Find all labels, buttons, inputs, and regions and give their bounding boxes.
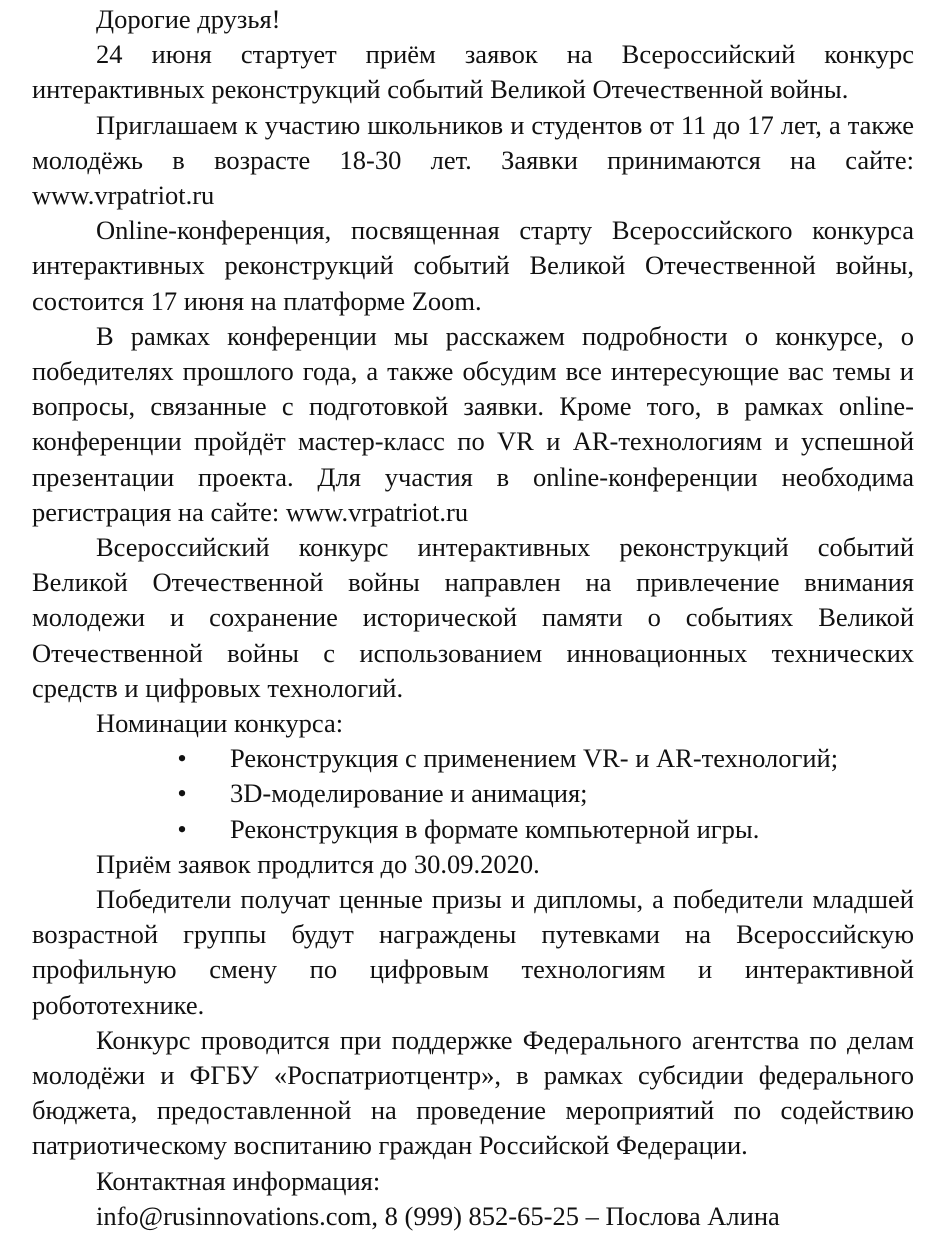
contact-info: info@rusinnovations.com, 8 (999) 852-65-25 – Послова Алина: [96, 1200, 780, 1231]
document-page: [32, 0, 914, 1231]
bullet-icon: •: [177, 743, 187, 774]
paragraph-online-conference: Online-конференция, посвященная старту Всероссийского конкурса интерактивных реконструкций событий Великой Отечественной войны, состоится 17 июня на платформе Zoom.: [32, 215, 914, 316]
bullet-icon: •: [177, 813, 187, 844]
greeting: Дорогие друзья!: [96, 4, 281, 34]
contact-heading: Контактная информация:: [96, 1165, 381, 1196]
list-item: [32, 812, 914, 847]
paragraph-contest-purpose: Всероссийский конкурс интерактивных реконструкций событий Великой Отечественной войны направлен на привлечение внимания молодежи и сохранение исторической памяти о событиях Великой Отечественной войны с использованием инновационных технических средств и цифровых технологий.: [32, 532, 914, 703]
nomination-text: 3D-моделирование и анимация;: [230, 778, 588, 809]
nominations-heading: Номинации конкурса:: [96, 708, 344, 739]
list-item: [32, 741, 914, 776]
paragraph-conference-details: В рамках конференции мы расскажем подробности о конкурсе, о победителях прошлого года, а также обсудим все интересующие вас темы и вопросы, связанные с подготовкой заявки. Кроме того, в рамках online-конференции пройдёт мастер-класс по VR и AR-технологиям и успешной презентации проекта. Для участия в online-конференции необходима регистрация на сайте: www.vrpatriot.ru: [32, 320, 914, 527]
paragraph-invitation: Приглашаем к участию школьников и студентов от 11 до 17 лет, а также молодёжь в возрасте 18-30 лет. Заявки принимаются на сайте: www.vrpatriot.ru: [32, 109, 914, 211]
nominations-list: [32, 741, 914, 847]
nomination-text: Реконструкция в формате компьютерной игры.: [230, 813, 760, 844]
paragraph-prizes: Победители получат ценные призы и дипломы, а победители младшей возрастной группы будут награждены путевками на Всероссийскую профильную смену по цифровым технологиям и интерактивной робототехнике.: [32, 884, 914, 1020]
list-item: [32, 776, 914, 811]
nomination-text: Реконструкция с применением VR- и AR-технологий;: [230, 743, 839, 774]
paragraph-announcement: 24 июня стартует приём заявок на Всероссийский конкурс интерактивных реконструкций событий Великой Отечественной войны.: [32, 39, 914, 105]
paragraph-deadline: Приём заявок продлится до 30.09.2020.: [96, 848, 540, 879]
paragraph-support: Конкурс проводится при поддержке Федерального агентства по делам молодёжи и ФГБУ «Роспатриотцентр», в рамках субсидии федерального бюджета, предоставленной на проведение мероприятий по содействию патриотическому воспитанию граждан Российской Федерации.: [32, 1024, 914, 1161]
bullet-icon: •: [177, 778, 187, 809]
